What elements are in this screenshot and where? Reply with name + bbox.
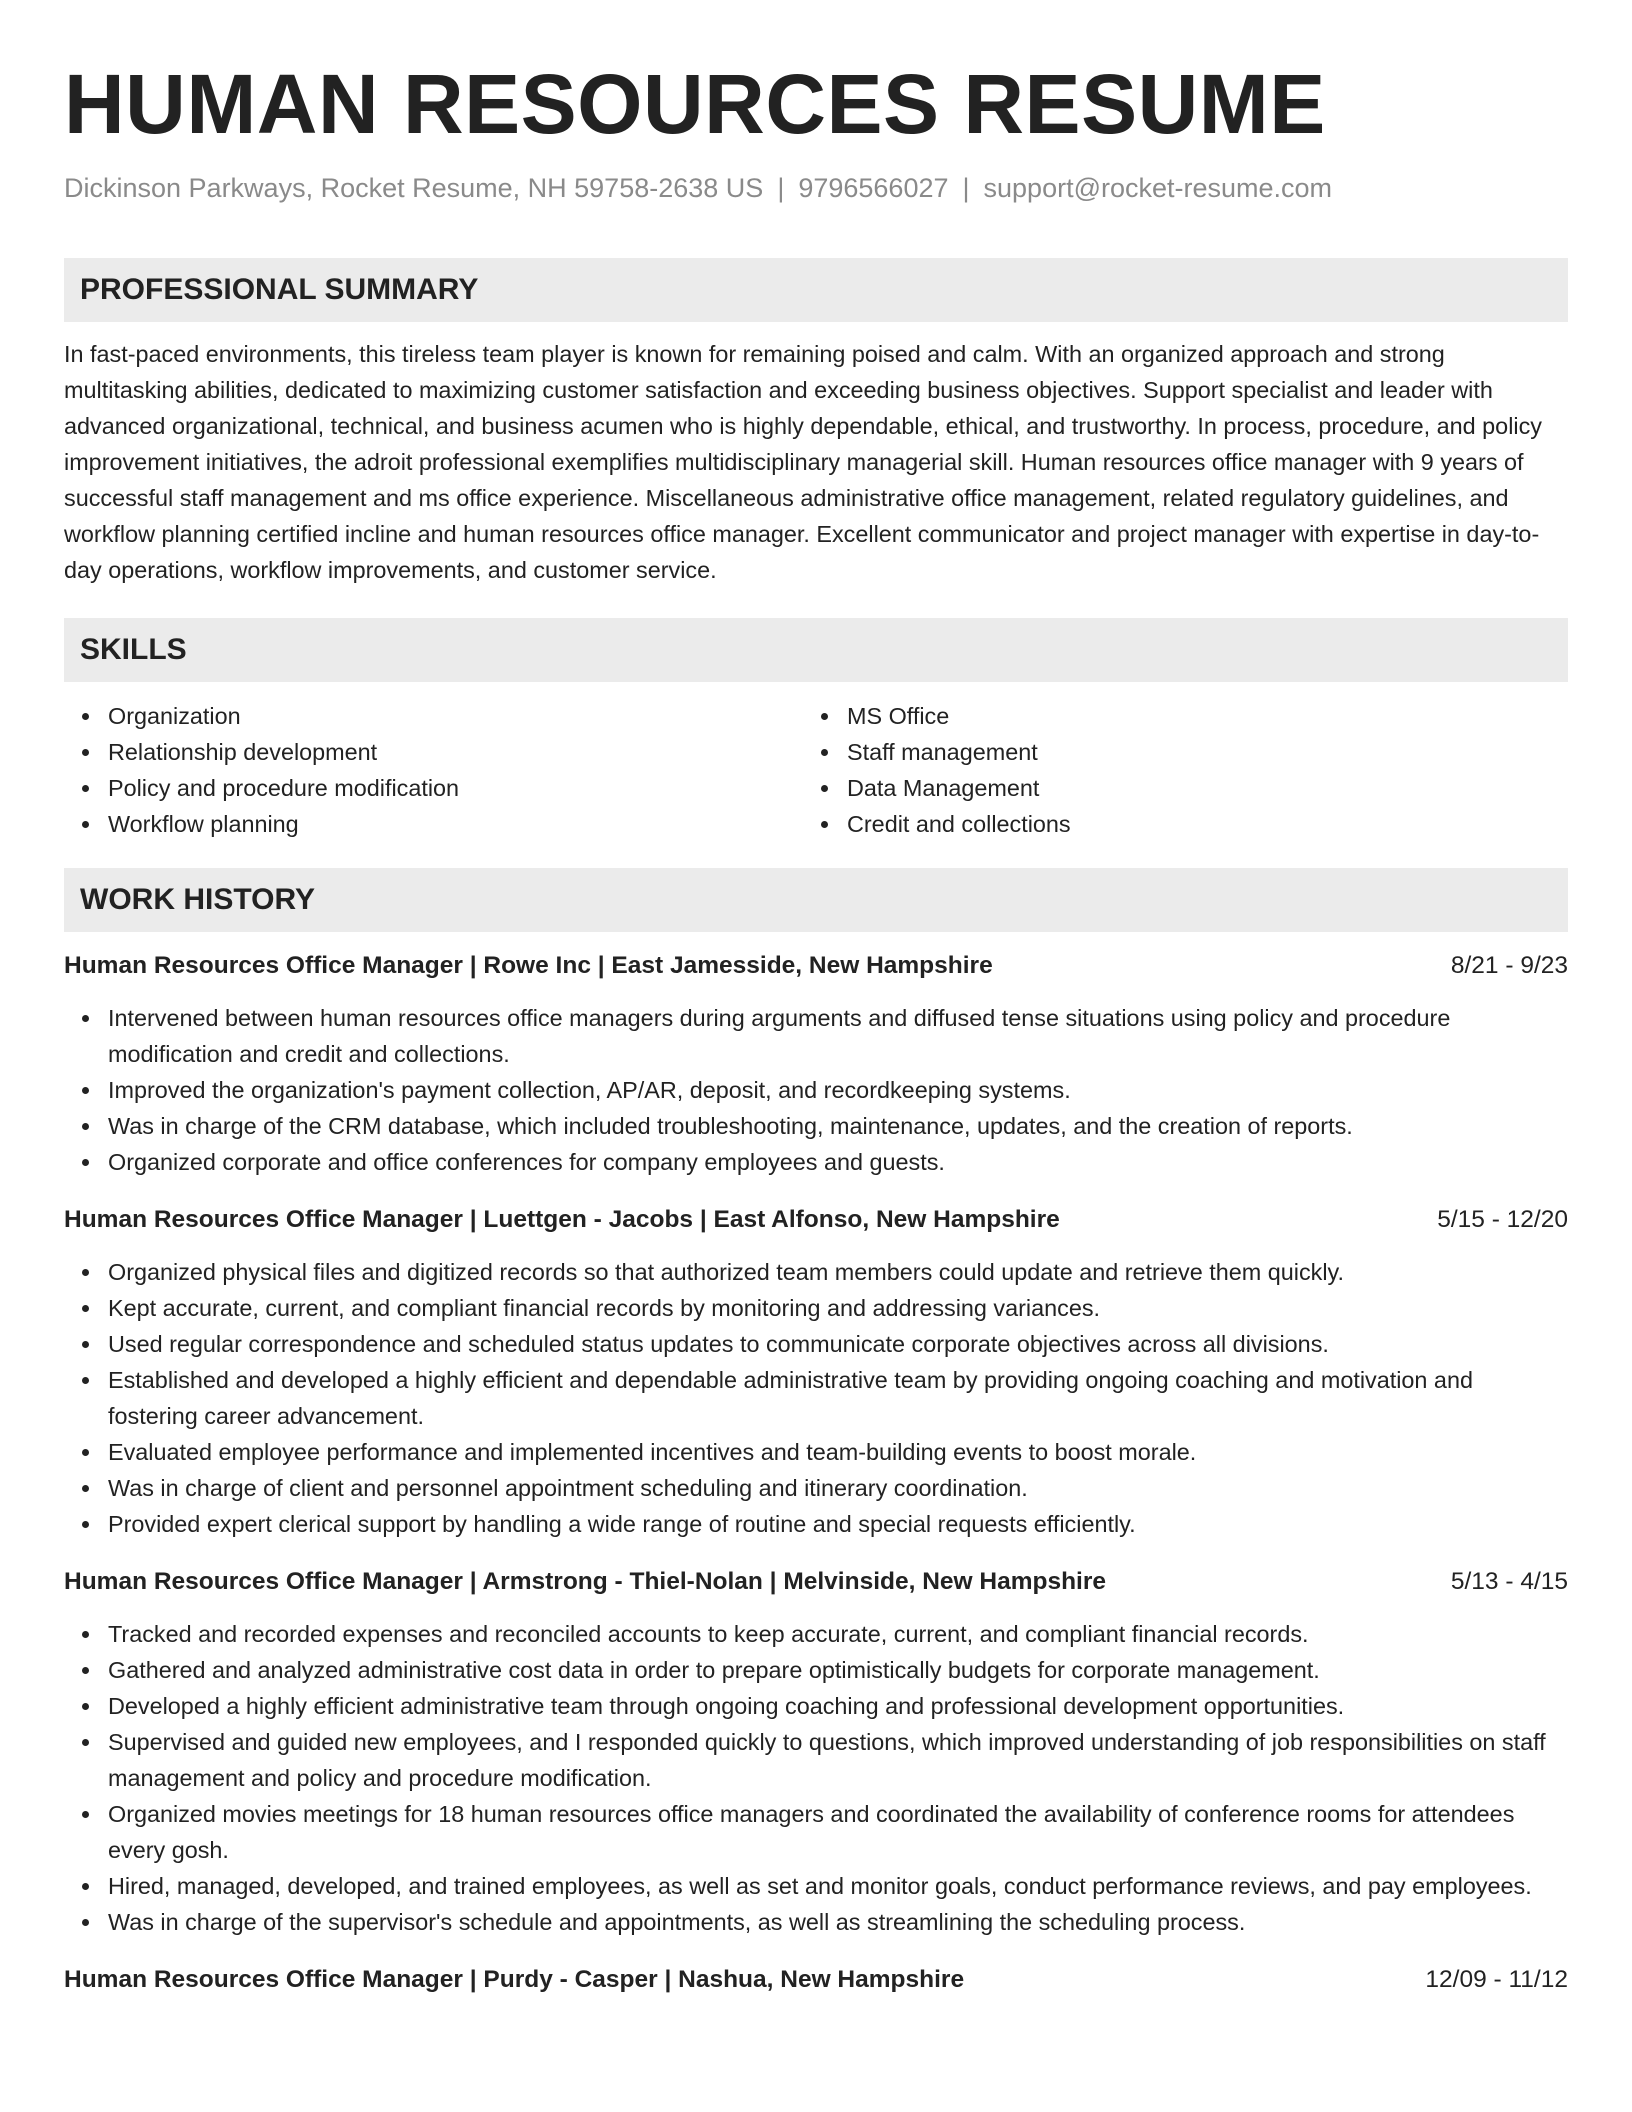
- contact-address: Dickinson Parkways, Rocket Resume, NH 59758-2638 US: [64, 173, 764, 203]
- resume-title: HUMAN RESOURCES RESUME: [64, 57, 1326, 151]
- job-bullet: Hired, managed, developed, and trained employees, as well as set and monitor goals, conduct performance reviews, and pay employees.: [108, 1868, 1568, 1904]
- job-entry: [64, 1564, 1568, 1940]
- job-bullet: Supervised and guided new employees, and I responded quickly to questions, which improved understanding of job responsibilities on staff management and policy and procedure modification.: [108, 1724, 1568, 1796]
- job-dates: 5/15 - 12/20: [1437, 1206, 1568, 1233]
- contact-separator: |: [777, 173, 785, 203]
- job-bullet: Evaluated employee performance and implemented incentives and team-building events to boost morale.: [108, 1434, 1568, 1470]
- job-bullet: Was in charge of the CRM database, which included troubleshooting, maintenance, updates, and the creation of reports.: [108, 1108, 1568, 1144]
- job-entry: [64, 948, 1568, 1180]
- job-bullet: Was in charge of client and personnel appointment scheduling and itinerary coordination.: [108, 1470, 1568, 1506]
- job-header: [64, 1962, 1568, 1998]
- job-dates: 5/13 - 4/15: [1450, 1568, 1568, 1595]
- contact-line: [64, 170, 1568, 206]
- job-dates: 8/21 - 9/23: [1450, 952, 1568, 979]
- job-bullet: Intervened between human resources office managers during arguments and diffused tense situations using policy and procedure modification and credit and collections.: [108, 1000, 1568, 1072]
- job-bullet: Used regular correspondence and scheduled status updates to communicate corporate objectives across all divisions.: [108, 1326, 1568, 1362]
- work-history-heading: WORK HISTORY: [64, 868, 1568, 932]
- skill-item: Organization: [108, 698, 803, 734]
- job-header: [64, 1202, 1568, 1238]
- job-bullets: [64, 1000, 1568, 1180]
- job-bullet: Gathered and analyzed administrative cost data in order to prepare optimistically budgets for corporate management.: [108, 1652, 1568, 1688]
- job-dates: 12/09 - 11/12: [1425, 1966, 1568, 1993]
- job-title: Human Resources Office Manager | Armstrong - Thiel-Nolan | Melvinside, New Hampshire: [64, 1568, 1107, 1595]
- job-title: Human Resources Office Manager | Luettgen - Jacobs | East Alfonso, New Hampshire: [64, 1206, 1060, 1233]
- job-bullet: Organized corporate and office conferences for company employees and guests.: [108, 1144, 1568, 1180]
- summary-heading: PROFESSIONAL SUMMARY: [64, 258, 1568, 322]
- job-title: Human Resources Office Manager | Rowe Inc | East Jamesside, New Hampshire: [64, 952, 993, 979]
- job-bullet: Improved the organization's payment collection, AP/AR, deposit, and recordkeeping systems.: [108, 1072, 1568, 1108]
- job-bullet: Organized movies meetings for 18 human resources office managers and coordinated the availability of conference rooms for attendees every gosh.: [108, 1796, 1568, 1868]
- skill-item: Credit and collections: [847, 806, 1542, 842]
- contact-email[interactable]: support@rocket-resume.com: [983, 173, 1333, 203]
- skill-item: Staff management: [847, 734, 1542, 770]
- skills-list: [64, 698, 1568, 842]
- job-bullets: [64, 1616, 1568, 1940]
- skill-item: Policy and procedure modification: [108, 770, 803, 806]
- job-header: [64, 948, 1568, 984]
- job-bullet: Organized physical files and digitized records so that authorized team members could update and retrieve them quickly.: [108, 1254, 1568, 1290]
- job-entry: [64, 1962, 1568, 1998]
- summary-text: In fast-paced environments, this tireless team player is known for remaining poised and calm. With an organized approach and strong multitasking abilities, dedicated to maximizing customer satisfaction and exceeding business objectives. Support specialist and leader with advanced organizational, technical, and business acumen who is highly dependable, ethical, and trustworthy. In process, procedure, and policy improvement initiatives, the adroit professional exemplifies multidisciplinary managerial skill. Human resources office manager with 9 years of successful staff management and ms office experience. Miscellaneous administrative office management, related regulatory guidelines, and workflow planning certified incline and human resources office manager. Excellent communicator and project manager with expertise in day-to-day operations, workflow improvements, and customer service.: [64, 341, 1542, 583]
- skill-item: Data Management: [847, 770, 1542, 806]
- job-header: [64, 1564, 1568, 1600]
- skills-column-right: [803, 698, 1542, 842]
- contact-separator: |: [962, 173, 970, 203]
- skill-item: MS Office: [847, 698, 1542, 734]
- job-entry: [64, 1202, 1568, 1542]
- skill-item: Workflow planning: [108, 806, 803, 842]
- job-bullet: Tracked and recorded expenses and reconciled accounts to keep accurate, current, and compliant financial records.: [108, 1616, 1568, 1652]
- job-bullets: [64, 1254, 1568, 1542]
- job-bullet: Kept accurate, current, and compliant financial records by monitoring and addressing variances.: [108, 1290, 1568, 1326]
- skills-heading: SKILLS: [64, 618, 1568, 682]
- skill-item: Relationship development: [108, 734, 803, 770]
- job-bullet: Developed a highly efficient administrative team through ongoing coaching and professional development opportunities.: [108, 1688, 1568, 1724]
- job-title: Human Resources Office Manager | Purdy - Casper | Nashua, New Hampshire: [64, 1966, 965, 1993]
- job-bullet: Established and developed a highly efficient and dependable administrative team by providing ongoing coaching and motivation and fostering career advancement.: [108, 1362, 1568, 1434]
- job-bullet: Was in charge of the supervisor's schedule and appointments, as well as streamlining the scheduling process.: [108, 1904, 1568, 1940]
- contact-phone: 9796566027: [798, 173, 949, 203]
- skills-column-left: [64, 698, 803, 842]
- job-bullet: Provided expert clerical support by handling a wide range of routine and special requests efficiently.: [108, 1506, 1568, 1542]
